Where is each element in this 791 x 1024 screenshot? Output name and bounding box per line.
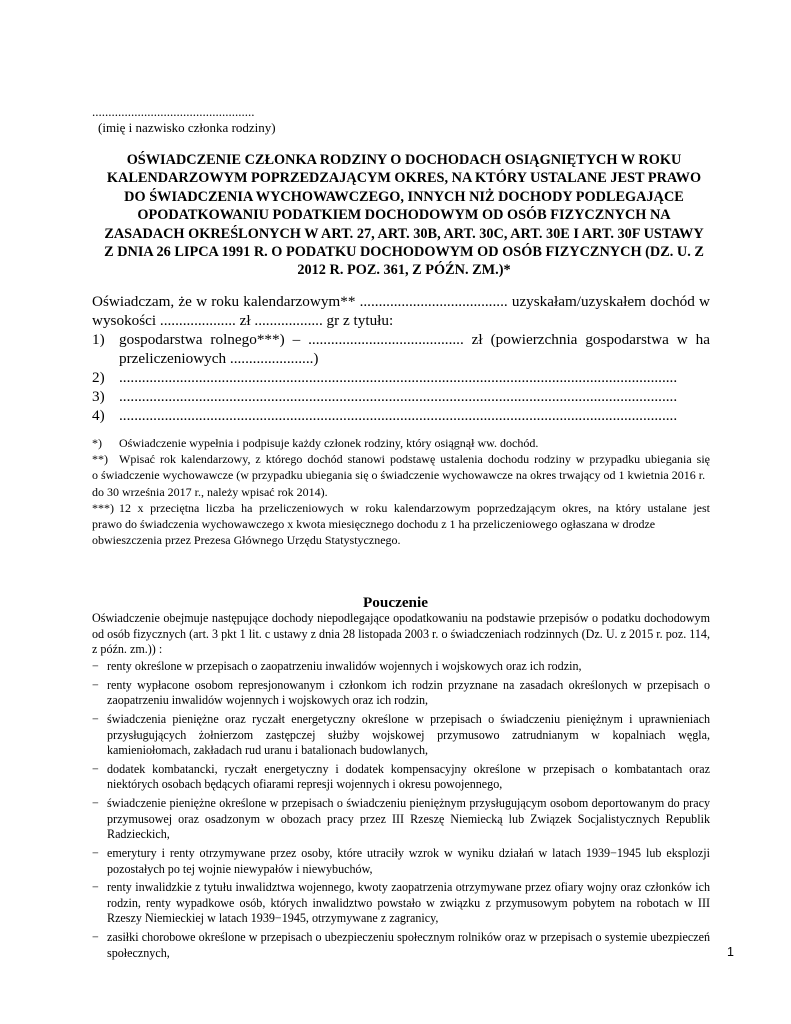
document-title: OŚWIADCZENIE CZŁONKA RODZINY O DOCHODACH OSIĄGNIĘTYCH W ROKU KALENDARZOWYM POPRZEDZAJĄCYM OKRES, NA KTÓRY USTALANE JEST PRAWO DO ŚWIADCZENIA WYCHOWAWCZEGO, INNYCH NIŻ DOCHODY PODLEGAJĄCE OPODATKOWANIU PODATKIEM DOCHODOWYM OD OSÓB FIZYCZNYCH NA ZASADACH OKREŚLONYCH W ART. 27, ART. 30B, ART. 30C, ART. 30E I ART. 30F USTAWY Z DNIA 26 LIPCA 1991 R. O PODATKU DOCHODOWYM OD OSÓB FIZYCZNYCH (DZ. U. Z 2012 R. POZ. 361, Z PÓŹN. ZM.)* [104, 152, 704, 279]
list-item-text: zasiłki chorobowe określone w przepisach o ubezpieczeniu społecznym rolników oraz w przepisach o systemie ubezpieczeń społecznych, [107, 930, 710, 960]
section-title: Pouczenie [363, 594, 428, 611]
list-dash: − [92, 796, 99, 811]
footnote-text-cont: o świadczenie wychowawcze (w przypadku ubiegania się o świadczenie wychowawcze na okres trwający od 1 kwietnia 2016 r. do 30 września 2017 r., należy wpisać rok 2014). [92, 468, 706, 499]
footnote-mark: ***) [92, 500, 114, 515]
income-item-number: 4) [92, 407, 105, 424]
income-item-number: 1) [92, 331, 105, 348]
footnote-text: 12 x przeciętna liczba ha przeliczeniowych w roku kalendarzowym poprzedzającym okres, na który ustalane jest [119, 500, 710, 515]
exempt-income-list [92, 659, 710, 964]
income-item-number: 3) [92, 388, 105, 405]
list-item-text: dodatek kombatancki, ryczałt energetyczny i dodatek kompensacyjny określone w przepisach o kombatantach oraz niektórych osobach będących ofiarami represji wojennych i okresu powojennego, [107, 761, 710, 792]
list-dash: − [92, 659, 99, 673]
list-dash: − [92, 930, 99, 945]
list-item [92, 678, 710, 709]
list-item [92, 930, 710, 961]
footnotes [92, 435, 710, 548]
footnote-mark: *) [92, 436, 102, 450]
list-item-text: świadczenia pieniężne oraz ryczałt energetyczny określone w przepisach o świadczeniu pieniężnym i uprawnieniach przysługujących żołnierzom zastępczej służby wojskowej przymusowo zatrudnianym w kopalniach węgla, kamieniołomach, zakładach rud uranu i batalionach budowlanych, [107, 711, 710, 758]
income-item-text: ................................................................................................................................................... [119, 407, 678, 424]
income-item-number: 2) [92, 369, 105, 386]
list-item-text: renty wypłacone osobom represjonowanym i członkom ich rodzin przyznane na zasadach określonych w przepisach o zaopatrzeniu inwalidów wojennych i wojskowych oraz ich rodzin, [107, 677, 710, 708]
footnote-text-cont: prawo do świadczenia wychowawczego x kwota miesięcznego dochodu z 1 ha przeliczeniowego ogłaszana w drodze obwieszczenia przez Prezesa Głównego Urzędu Statystycznego. [92, 517, 656, 548]
income-item-text: gospodarstwa rolnego***) – ......................................... zł (powierzchnia gospodarstwa w ha [119, 331, 710, 348]
list-item [92, 880, 710, 927]
list-item [92, 712, 710, 759]
list-dash: − [92, 677, 99, 692]
footnote-mark: **) [92, 452, 108, 467]
member-name-field [92, 104, 276, 136]
list-dash: − [92, 880, 99, 895]
page-number: 1 [727, 945, 734, 959]
name-caption: (imię i nazwisko członka rodziny) [98, 120, 276, 135]
income-item-text-cont: przeliczeniowych ......................) [119, 350, 319, 367]
intro-paragraph: Oświadczenie obejmuje następujące dochody niepodlegające opodatkowaniu na podstawie przepisów o podatku dochodowym od osób fizycznych (art. 3 pkt 1 lit. c ustawy z dnia 28 listopada 2003 r. o świadczeniach rodzinnych (Dz. U. z 2015 r. poz. 114, z późn. zm.)) : [92, 611, 710, 657]
income-item-text: ................................................................................................................................................... [119, 388, 678, 405]
footnote-text: Oświadczenie wypełnia i podpisuje każdy członek rodziny, który osiągnął ww. dochód. [119, 436, 539, 450]
declaration-line-2: wysokości .................... zł .................. gr z tytułu: [92, 312, 394, 329]
footnote-1 [92, 435, 710, 451]
list-item-text: renty określone w przepisach o zaopatrzeniu inwalidów wojennych i wojskowych oraz ich rodzin, [107, 659, 582, 673]
list-item [92, 762, 710, 793]
list-dash: − [92, 846, 99, 860]
list-dash: − [92, 711, 99, 726]
footnote-text: Wpisać rok kalendarzowy, z którego dochód stanowi podstawę ustalenia dochodu rodziny w przypadku ubiegania się [119, 452, 710, 467]
income-item-3 [92, 387, 710, 406]
instructions-intro [92, 611, 710, 658]
income-item-1 [92, 330, 710, 368]
name-dotted-line: .................................................. [92, 104, 255, 119]
income-item-4 [92, 406, 710, 425]
list-item-text: renty inwalidzkie z tytułu inwalidztwa wojennego, kwoty zaopatrzenia otrzymywane przez ofiary wojny oraz członków ich rodzin, renty wypadkowe osób, których inwalidztwo powstało w związku z przymusowym pobytem na robotach w III Rzeszy Niemieckiej w latach 1939−1945, otrzymywane z zagranicy, [107, 880, 710, 926]
footnote-3 [92, 500, 710, 549]
income-item-2 [92, 368, 710, 387]
footnote-2 [92, 451, 710, 500]
list-item-text: emerytury i renty otrzymywane przez osoby, które utraciły wzrok w wyniku działań w latach 1939−1945 lub eksplozji pozostałych po tej wojnie niewypałów i niewybuchów, [107, 846, 710, 876]
income-item-text: ................................................................................................................................................... [119, 369, 678, 386]
list-item [92, 659, 710, 675]
list-item-text: świadczenie pieniężne określone w przepisach o świadczeniu pieniężnym przysługującym osobom deportowanym do pracy przymusowej oraz osadzonym w obozach pracy przez III Rzeszę Niemiecką lub Związek Socjalistycznych Republik Radzieckich, [107, 796, 710, 842]
declaration-line-1: Oświadczam, że w roku kalendarzowym** ....................................... uzyskałam/uzyskałem dochód w [92, 293, 710, 310]
declaration-section [92, 292, 710, 425]
list-item [92, 796, 710, 843]
list-item [92, 846, 710, 877]
list-dash: − [92, 761, 99, 776]
